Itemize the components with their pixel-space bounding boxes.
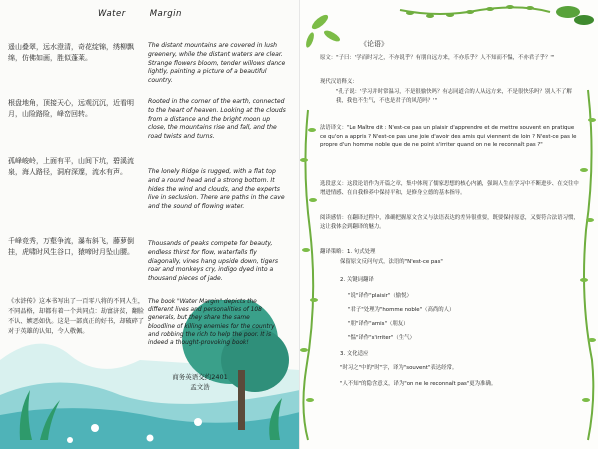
title-word-2: Margin [149,9,182,19]
chinese-passage-1: 遥山叠翠，远水澄清，奇花绽锦，绣柳飘绵，仿佛如画，胜似蓬莱。 [8,43,134,62]
class-name: 商务英语交约2401 [172,373,228,381]
culture-note-2: "人不知"的隐含意义，译为"on ne le reconnaît pas"更为准确。 [340,381,497,387]
english-passage-2: Rooted in the corner of the earth, connected to the heart of heaven. Looking at the clouds from a distance and the bright moon up close, the mountains rise and fall, and the road twists and turns. [148,98,286,141]
author-name: 孟文浩 [190,383,210,391]
strategy-2: 2. 关键词翻译 [340,277,374,283]
document-title [98,9,206,19]
strategy-1: 保留原文反问句式，法语的"N'est-ce pas" [340,259,443,265]
author-signature [150,372,250,392]
chinese-passage-2: 根盘地角，顶接天心，远观沉沉，近看明月，山险路险，峰峦回转。 [8,99,134,118]
analects-heading: 《论语》 [360,40,388,48]
passage-meaning: 选段意义：这段论语作为开篇之章，集中体现了儒家思想的核心内涵，强调人生在学习中不断进步、在交往中增进情感、在自我修养中保持平和，是修身立德的基本指导。 [320,181,579,196]
keyword-4: "愠"译作"s'irriter"（生气） [348,335,415,341]
french-translation: 法语译文："Le Maître dit : N'est-ce pas un plaisir d'apprendre et de mettre souvent en pratique ce qu'on a appris ? N'est-ce pas une joie d'avoir des amis qui viennent de loin ? N'est-ce pas le propre d'un homme noble que de ne point s'irriter quand on ne le reconnaît pas ?" [320,125,577,149]
keyword-2: "君子"处理为"homme noble"（高尚的人） [348,307,455,313]
reading-reflection: 阅读感悟：在翻译过程中，准确把握原文含义与法语表达的差异很重要，既要保持原意，又要符合法语习惯，这让我体会到翻译的魅力。 [320,215,579,230]
original-text: 原文："子曰：'学而时习之，不亦说乎？有朋自远方来，不亦乐乎？人不知而不愠，不亦君子乎？'" [320,55,555,61]
english-passage-3: The lonely Ridge is rugged, with a flat top and a round head and a strong bottom. It hides the wind and clouds, and the experts live in seclusion. There are paths in the cave and the sound of flowing water. [148,168,285,211]
modern-translation: "孔子说：'学习并时常温习，不是很愉快吗？有志同道合的人从远方来，不是很快乐吗？别人不了解我，我也不生气，不也是君子的风范吗？'" [336,89,572,104]
book-review-chinese: 《水浒传》这本书写出了一百零八将的不同人生，不同品格，却都有着一个共同点：劫富济贫，翻脸不认、嫉恶如仇。这是一部真正的好书，却破碎了对于英雄的认知，令人敬佩。 [8,298,145,335]
chinese-passage-3: 孤峰峻岭，上面有平，山间下坑，碧溪流泉，海人路径，洞府深邃，流水有声。 [8,157,134,176]
english-passage-4: Thousands of peaks compete for beauty, endless thirst for flow, waterfalls fly diagonally, vines hang upside down, tigers roar and monkeys cry, indigo dyed into a thousand pieces of jade. [148,240,279,283]
strategy-heading: 翻译策略：1. 句式处理 [320,249,376,255]
book-review-english: The book "Water Margin" depicts the different lives and personalities of 108 generals, but they share the same bloodline of killing enemies for the country and robbing the rich to help the poor. It is indeed a thought-provoking book! [148,299,275,347]
keyword-3: "朋"译作"amis"（朋友） [348,321,409,327]
right-page [300,0,598,449]
chinese-passage-4: 千峰竞秀，万壑争流，瀑布斜飞，藤萝倒挂，虎啸时风生谷口，猿啼时月坠山腰。 [8,237,134,256]
english-passage-1: The distant mountains are covered in lush greenery, while the distant waters are clear. Strange flowers bloom, tender willows dance lightly, painting a picture of a beautiful country. [148,42,286,85]
culture-note-1: "时习之"中的"时"字，译为"souvent"表达经常。 [340,365,458,371]
strategy-3: 3. 文化适应 [340,351,369,357]
modern-label: 现代汉语释义： [320,79,358,85]
title-word-1: Water [98,9,126,19]
keyword-1: "说"译作"plaisir"（愉悦） [348,293,412,299]
